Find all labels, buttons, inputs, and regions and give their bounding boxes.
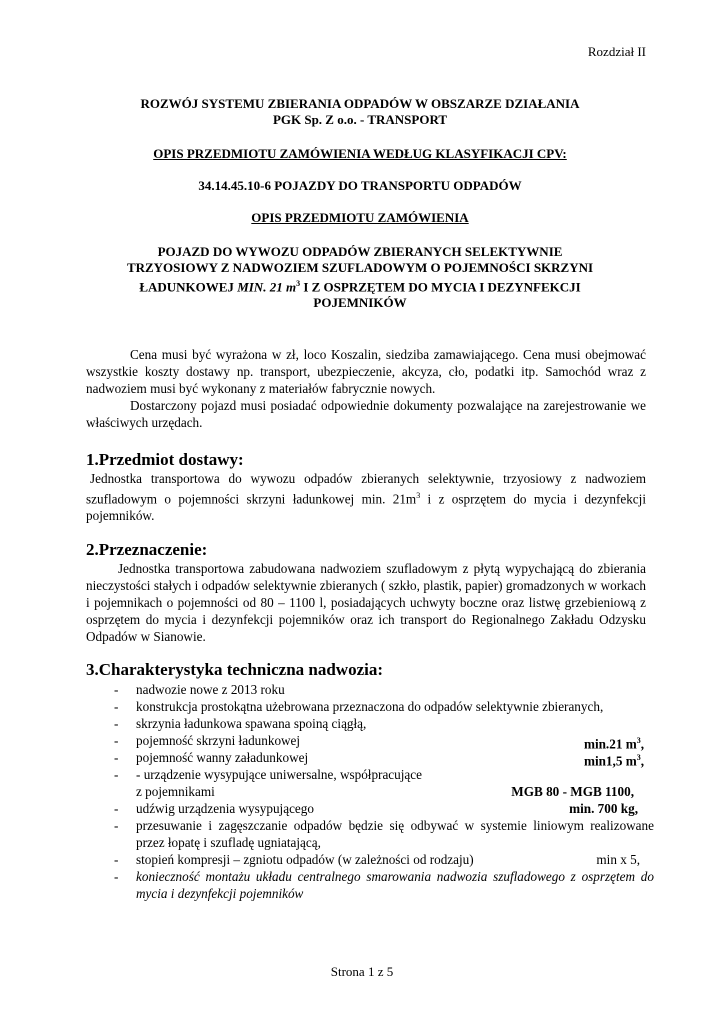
- list-item-value: MGB 80 - MGB 1100,: [511, 784, 634, 799]
- cpv-heading-block: [80, 146, 640, 162]
- list-item-text: konieczność montażu układu centralnego smarowania nadwozia szufladowego z osprzętem do mycia i dezynfekcji pojemników: [136, 869, 654, 901]
- list-dash: -: [114, 869, 119, 884]
- section-1-text-a: Jednostka transportowa do wywozu odpadów zbieranych selektywnie, trzyosiowy z nadwoziem szufladowym o pojemności skrzyni ładunkowej min. 21m: [86, 471, 646, 507]
- section-1-text-b: i z osprzętem do mycia i dezynfekcji pojemników.: [86, 491, 646, 524]
- vehicle-title-sup: 3: [296, 279, 301, 288]
- page-number: Strona 1 z 5: [330, 964, 394, 979]
- list-item-text: nadwozie nowe z 2013 roku: [136, 682, 285, 697]
- subject-heading-block: [80, 210, 640, 226]
- title-block: [80, 96, 640, 128]
- intro-section: [86, 346, 646, 431]
- list-item: [114, 868, 654, 902]
- vehicle-title-line-3: [80, 276, 640, 295]
- vehicle-title: [80, 244, 640, 311]
- list-item: [114, 698, 654, 715]
- list-item-value: min1,5 $m^3$,: [583, 753, 644, 769]
- vehicle-title-line-4: POJEMNIKÓW: [313, 295, 407, 311]
- list-dash: -: [114, 767, 119, 782]
- list-item: [114, 749, 654, 769]
- section-1-sup: 3: [416, 491, 421, 500]
- list-item-text: - urządzenie wysypujące uniwersalne, współpracujące: [136, 767, 422, 782]
- tech-spec-list: [114, 681, 654, 902]
- subject-heading: OPIS PRZEDMIOTU ZAMÓWIENIA: [251, 210, 469, 225]
- section-2-text: Jednostka transportowa zabudowana nadwoziem szufladowym z płytą wypychającą do zbierania nieczystości stałych i odpadów selektywnie zbieranych ( szkło, plastik, papier) gromadzonych w workach i pojemnikach o pojemności od 80 – 1100 l, posiadających uchwyty boczne oraz listwę grzebieniową z osprzętem do mycia i dezynfekcji pojemników oraz ich transport do Regionalnego Zakładu Odzysku Odpadów w Sianowie.: [86, 561, 646, 644]
- list-item: [114, 766, 654, 800]
- list-item-line-2: [136, 783, 654, 800]
- vehicle-title-line-1: POJAZD DO WYWOZU ODPADÓW ZBIERANYCH SELEKTYWNIE: [157, 244, 563, 259]
- list-item-text: pojemność wanny załadunkowej: [136, 750, 309, 765]
- section-2-heading: 2.Przeznaczenie:: [86, 540, 208, 559]
- list-item: [114, 851, 654, 868]
- intro-paragraph-1: Cena musi być wyrażona w zł, loco Koszalin, siedziba zamawiającego. Cena musi obejmować wszystkie koszty dostawy np. transport, ubezpieczenie, akcyza, cło, podatki itp. Samochód wraz z nadwoziem musi być wykonany z materiałów fabrycznie nowych.: [86, 347, 646, 396]
- list-item-text: udźwig urządzenia wysypującego: [136, 801, 314, 816]
- vehicle-title-capacity: MIN. 21 m: [237, 279, 297, 295]
- title-line-2: PGK Sp. Z o.o. - TRANSPORT: [272, 112, 448, 127]
- section-2-body: [86, 560, 646, 645]
- section-1-body: [86, 470, 646, 524]
- cpv-code: 34.14.45.10-6 POJAZDY DO TRANSPORTU ODPADÓW: [198, 178, 522, 193]
- list-item: [114, 817, 654, 851]
- vehicle-title-line-3b: I Z OSPRZĘTEM DO MYCIA I DEZYNFEKCJI: [300, 279, 581, 295]
- list-item-value: min. 700 kg,: [569, 801, 638, 816]
- section-1-heading: 1.Przedmiot dostawy:: [86, 450, 244, 469]
- list-dash: -: [114, 682, 119, 697]
- cpv-heading: OPIS PRZEDMIOTU ZAMÓWIENIA WEDŁUG KLASYFIKACJI CPV:: [153, 146, 567, 161]
- list-dash: -: [114, 699, 119, 714]
- list-item-text: pojemność skrzyni ładunkowej: [136, 733, 301, 748]
- list-item-text-2: z pojemnikami: [136, 784, 215, 799]
- list-dash: -: [114, 750, 119, 765]
- list-item-text: skrzynia ładunkowa spawana spoiną ciągłą,: [136, 716, 367, 731]
- list-item-text: stopień kompresji – zgniotu odpadów (w zależności od rodzaju): [136, 852, 474, 867]
- list-item: [114, 715, 654, 732]
- list-item-text: konstrukcja prostokątna użebrowana przeznaczona do odpadów selektywnie zbieranych,: [136, 699, 604, 714]
- intro-paragraph-2: Dostarczony pojazd musi posiadać odpowiednie dokumenty pozwalające na zarejestrowanie we właściwych urzędach.: [86, 398, 646, 430]
- list-item-text: przesuwanie i zagęszczanie odpadów będzie się odbywać w systemie liniowym realizowane przez łopatę i szufladę ugniatającą,: [136, 818, 654, 850]
- section-3-heading: 3.Charakterystyka techniczna nadwozia:: [86, 660, 384, 679]
- list-dash: -: [114, 852, 119, 867]
- vehicle-title-line-3a: ŁADUNKOWEJ: [139, 279, 238, 295]
- vehicle-title-line-2: TRZYOSIOWY Z NADWOZIEM SZUFLADOWYM O POJEMNOŚCI SKRZYNI: [126, 260, 594, 275]
- section-1-text: [86, 470, 646, 524]
- list-dash: -: [114, 801, 119, 816]
- list-item: [114, 800, 654, 817]
- list-item-value: min x 5,: [596, 852, 640, 867]
- title-line-1: ROZWÓJ SYSTEMU ZBIERANIA ODPADÓW W OBSZARZE DZIAŁANIA: [140, 96, 580, 111]
- list-dash: -: [114, 716, 119, 731]
- chapter-label: Rozdział II: [587, 44, 646, 59]
- list-item: [114, 732, 654, 752]
- list-item: [114, 681, 654, 698]
- list-dash: -: [114, 733, 119, 748]
- list-item-value: min.21 $m^3$,: [583, 736, 644, 752]
- list-dash: -: [114, 818, 119, 833]
